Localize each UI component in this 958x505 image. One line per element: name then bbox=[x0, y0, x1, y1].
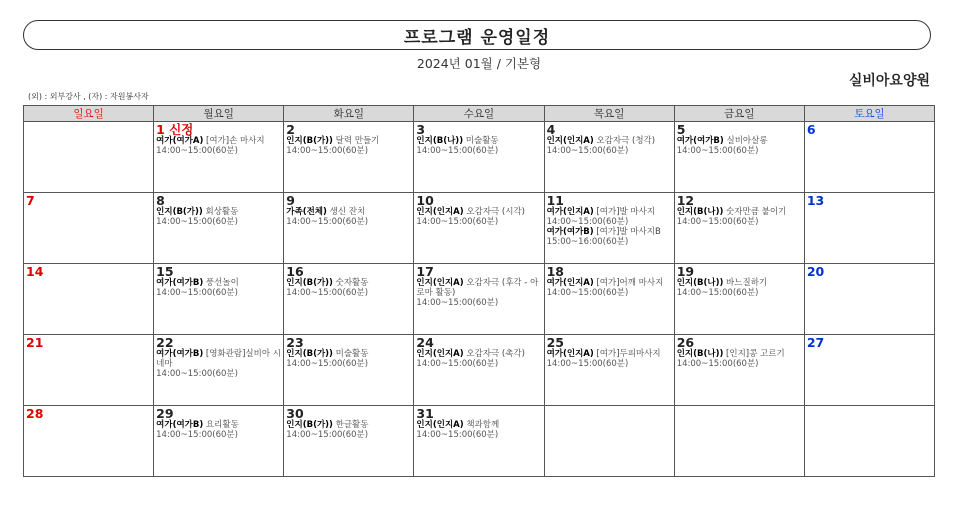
program-event bbox=[547, 278, 672, 298]
day-number: 19 bbox=[676, 264, 695, 279]
calendar-week-row bbox=[24, 122, 935, 193]
event-name: [여가]어깨 마사지 bbox=[593, 278, 664, 288]
event-name: [인지]콩 고르기 bbox=[723, 349, 785, 359]
day-number: 25 bbox=[546, 335, 564, 350]
event-time: 14:00~15:00(60분) bbox=[416, 298, 499, 308]
day-number: 8 bbox=[156, 193, 165, 208]
calendar-week-row bbox=[24, 193, 935, 264]
calendar-week-row bbox=[24, 406, 935, 477]
event-name: 달력 만들기 bbox=[332, 136, 380, 146]
event-name: 미술활동 bbox=[332, 349, 369, 359]
day-number: 10 bbox=[416, 193, 434, 208]
day-number: 15 bbox=[156, 264, 174, 279]
event-time: 14:00~15:00(60분) bbox=[156, 369, 238, 379]
event-name: 책과함께 bbox=[463, 420, 500, 430]
event-time: 14:00~15:00(60분) bbox=[546, 217, 629, 227]
calendar-day-cell bbox=[674, 335, 804, 406]
event-time: 14:00~15:00(60분) bbox=[156, 430, 238, 440]
program-event bbox=[156, 420, 281, 440]
program-event bbox=[286, 136, 411, 156]
event-name: 한글활동 bbox=[332, 420, 369, 430]
event-category: 여가(여가B) bbox=[546, 227, 594, 237]
calendar-week-row bbox=[24, 264, 935, 335]
event-time: 14:00~15:00(60분) bbox=[546, 288, 629, 298]
day-number: 21 bbox=[26, 335, 44, 350]
event-category: 여가(여가B) bbox=[676, 136, 724, 146]
program-event bbox=[156, 136, 281, 156]
day-number: 5 bbox=[676, 122, 686, 137]
event-time: 14:00~15:00(60분) bbox=[676, 359, 759, 369]
event-time: 14:00~15:00(60분) bbox=[286, 146, 369, 156]
calendar-day-cell bbox=[284, 122, 414, 193]
calendar-day-cell bbox=[674, 264, 804, 335]
event-category: 여가(인지A) bbox=[546, 278, 594, 288]
calendar-body bbox=[24, 122, 935, 477]
event-category: 인지(B(가)) bbox=[286, 136, 333, 146]
calendar-day-cell bbox=[284, 406, 414, 477]
program-event bbox=[547, 227, 672, 247]
event-name: 오감자극 (촉각) bbox=[463, 349, 525, 359]
program-event bbox=[416, 136, 541, 156]
event-category: 인지(B(나)) bbox=[676, 207, 724, 217]
day-number bbox=[26, 122, 151, 123]
event-name: 회상활동 bbox=[202, 207, 239, 217]
calendar-day-cell bbox=[154, 193, 284, 264]
calendar-day-cell bbox=[544, 122, 674, 193]
calendar-day-cell bbox=[804, 406, 934, 477]
weekday-header-row bbox=[24, 106, 935, 122]
calendar-day-cell bbox=[24, 264, 154, 335]
program-event bbox=[416, 349, 541, 369]
calendar-day-cell bbox=[24, 406, 154, 477]
calendar-day-cell bbox=[674, 122, 804, 193]
program-event bbox=[416, 278, 541, 308]
program-event bbox=[547, 349, 672, 369]
day-number: 2 bbox=[286, 122, 295, 137]
weekday-saturday: 토요일 bbox=[804, 106, 934, 122]
calendar-day-cell bbox=[154, 335, 284, 406]
calendar-day-cell bbox=[414, 335, 544, 406]
event-category: 인지(B(나)) bbox=[676, 278, 724, 288]
event-name: [여가]손 마사지 bbox=[203, 136, 265, 146]
calendar-day-cell bbox=[414, 406, 544, 477]
day-number: 27 bbox=[806, 335, 825, 350]
day-number: 7 bbox=[26, 193, 35, 208]
day-number: 6 bbox=[806, 122, 816, 137]
event-category: 여가(여가A) bbox=[156, 136, 204, 146]
calendar-day-cell bbox=[544, 335, 674, 406]
event-category: 인지(인지A) bbox=[546, 136, 594, 146]
event-time: 14:00~15:00(60분) bbox=[286, 430, 369, 440]
event-category: 여가(여가B) bbox=[156, 349, 204, 359]
day-number: 12 bbox=[676, 193, 695, 208]
program-event bbox=[677, 136, 802, 156]
event-category: 인지(B(가)) bbox=[286, 349, 333, 359]
event-time: 14:00~15:00(60분) bbox=[546, 359, 629, 369]
event-name: 오감자극 (시각) bbox=[463, 207, 525, 217]
event-name: 생신 잔치 bbox=[326, 207, 366, 217]
legend-text: (외) : 외부강사 , (자) : 자원봉사자 bbox=[28, 92, 149, 101]
day-number: 18 bbox=[546, 264, 564, 279]
calendar-day-cell bbox=[544, 193, 674, 264]
day-number bbox=[547, 406, 672, 407]
event-category: 인지(B(나)) bbox=[416, 136, 464, 146]
program-event bbox=[547, 136, 672, 156]
event-time: 14:00~15:00(60분) bbox=[286, 359, 369, 369]
calendar-day-cell bbox=[24, 193, 154, 264]
program-event bbox=[547, 207, 672, 227]
day-number: 11 bbox=[546, 193, 564, 208]
calendar-day-cell bbox=[804, 122, 934, 193]
event-category: 인지(인지A) bbox=[416, 349, 464, 359]
weekday-friday: 금요일 bbox=[674, 106, 804, 122]
calendar-day-cell bbox=[24, 122, 154, 193]
event-time: 14:00~15:00(60분) bbox=[286, 217, 369, 227]
weekday-thursday: 목요일 bbox=[544, 106, 674, 122]
event-time: 14:00~15:00(60분) bbox=[416, 217, 499, 227]
calendar-day-cell bbox=[154, 264, 284, 335]
event-category: 인지(인지A) bbox=[416, 420, 464, 430]
event-category: 여가(여가B) bbox=[156, 420, 204, 430]
day-number: 29 bbox=[156, 406, 174, 421]
program-event bbox=[286, 278, 411, 298]
event-category: 인지(B(가)) bbox=[286, 278, 333, 288]
day-number bbox=[807, 406, 932, 407]
event-time: 14:00~15:00(60분) bbox=[156, 288, 238, 298]
day-number: 17 bbox=[416, 264, 434, 279]
event-time: 14:00~15:00(60분) bbox=[156, 217, 238, 227]
event-name: 요리활동 bbox=[203, 420, 239, 430]
day-number: 20 bbox=[806, 264, 825, 279]
event-time: 14:00~15:00(60분) bbox=[676, 217, 759, 227]
event-time: 14:00~15:00(60분) bbox=[546, 146, 629, 156]
calendar-week-row bbox=[24, 335, 935, 406]
event-category: 가족(전체) bbox=[286, 207, 327, 217]
calendar-day-cell bbox=[544, 264, 674, 335]
day-number: 16 bbox=[286, 264, 304, 279]
day-number: 24 bbox=[416, 335, 434, 350]
event-name: 바느질하기 bbox=[723, 278, 768, 288]
event-name: 오감자극 (후각 - 아로마 활동) bbox=[416, 278, 539, 298]
day-number: 4 bbox=[546, 122, 556, 137]
day-number: 1 신정 bbox=[156, 122, 194, 137]
program-event bbox=[416, 207, 541, 227]
calendar-day-cell bbox=[414, 264, 544, 335]
event-name: 실비아살롱 bbox=[723, 136, 768, 146]
title-banner bbox=[23, 20, 931, 50]
day-number bbox=[677, 406, 802, 407]
calendar-day-cell bbox=[284, 193, 414, 264]
event-time: 14:00~15:00(60분) bbox=[416, 430, 499, 440]
program-event bbox=[286, 349, 411, 369]
event-name: 숫자활동 bbox=[332, 278, 369, 288]
event-category: 인지(인지A) bbox=[416, 207, 464, 217]
day-number: 26 bbox=[676, 335, 695, 350]
event-name: 오감자극 (청각) bbox=[593, 136, 656, 146]
event-category: 인지(B(가)) bbox=[156, 207, 203, 217]
weekday-sunday: 일요일 bbox=[24, 106, 154, 122]
event-name: [여가]발 마사지B bbox=[593, 227, 661, 237]
event-time: 14:00~15:00(60분) bbox=[416, 359, 499, 369]
day-number: 13 bbox=[806, 193, 825, 208]
calendar-day-cell bbox=[674, 193, 804, 264]
event-time: 14:00~15:00(60분) bbox=[676, 288, 759, 298]
event-time: 14:00~15:00(60분) bbox=[416, 146, 499, 156]
day-number: 3 bbox=[416, 122, 426, 137]
weekday-monday: 월요일 bbox=[154, 106, 284, 122]
organization-name: 실비아요양원 bbox=[848, 73, 930, 89]
event-category: 여가(인지A) bbox=[546, 349, 594, 359]
program-event bbox=[286, 207, 411, 227]
calendar-day-cell bbox=[544, 406, 674, 477]
event-category: 인지(B(가)) bbox=[286, 420, 333, 430]
event-name: 미술활동 bbox=[463, 136, 499, 146]
program-event bbox=[677, 278, 802, 298]
calendar-day-cell bbox=[804, 335, 934, 406]
event-time: 15:00~16:00(60분) bbox=[546, 237, 629, 247]
calendar-day-cell bbox=[24, 335, 154, 406]
program-event bbox=[286, 420, 411, 440]
event-time: 14:00~15:00(60분) bbox=[286, 288, 369, 298]
weekday-tuesday: 화요일 bbox=[284, 106, 414, 122]
calendar-table bbox=[23, 105, 935, 477]
program-event bbox=[677, 207, 802, 227]
event-name: 숫자만큼 붙이기 bbox=[723, 207, 787, 217]
calendar-day-cell bbox=[284, 335, 414, 406]
day-number: 31 bbox=[416, 406, 434, 421]
event-category: 여가(여가B) bbox=[156, 278, 204, 288]
program-event bbox=[156, 278, 281, 298]
day-number: 9 bbox=[286, 193, 295, 208]
event-name: [영화관람]실비아 시네마 bbox=[156, 349, 281, 369]
program-event bbox=[156, 207, 281, 227]
program-event bbox=[416, 420, 541, 440]
event-category: 인지(인지A) bbox=[416, 278, 464, 288]
program-event bbox=[677, 349, 802, 369]
calendar-day-cell bbox=[804, 193, 934, 264]
event-name: 풍선놀이 bbox=[203, 278, 239, 288]
page-subtitle: 2024년 01월 / 기본형 bbox=[416, 56, 542, 71]
day-number: 22 bbox=[156, 335, 174, 350]
day-number: 14 bbox=[26, 264, 44, 279]
calendar-day-cell bbox=[414, 122, 544, 193]
calendar-day-cell bbox=[154, 122, 284, 193]
event-time: 14:00~15:00(60분) bbox=[676, 146, 759, 156]
calendar-day-cell bbox=[154, 406, 284, 477]
event-category: 인지(B(나)) bbox=[676, 349, 724, 359]
day-number: 28 bbox=[26, 406, 44, 421]
event-category: 여가(인지A) bbox=[546, 207, 594, 217]
weekday-wednesday: 수요일 bbox=[414, 106, 544, 122]
day-number: 23 bbox=[286, 335, 304, 350]
calendar-day-cell bbox=[674, 406, 804, 477]
calendar-day-cell bbox=[284, 264, 414, 335]
calendar-day-cell bbox=[804, 264, 934, 335]
event-name: [여가]발 마사지 bbox=[593, 207, 656, 217]
event-name: [여가]두피마사지 bbox=[593, 349, 661, 359]
calendar-day-cell bbox=[414, 193, 544, 264]
day-number: 30 bbox=[286, 406, 304, 421]
page-title: 프로그램 운영일정 bbox=[403, 27, 551, 48]
program-event bbox=[156, 349, 281, 379]
event-time: 14:00~15:00(60분) bbox=[156, 146, 238, 156]
